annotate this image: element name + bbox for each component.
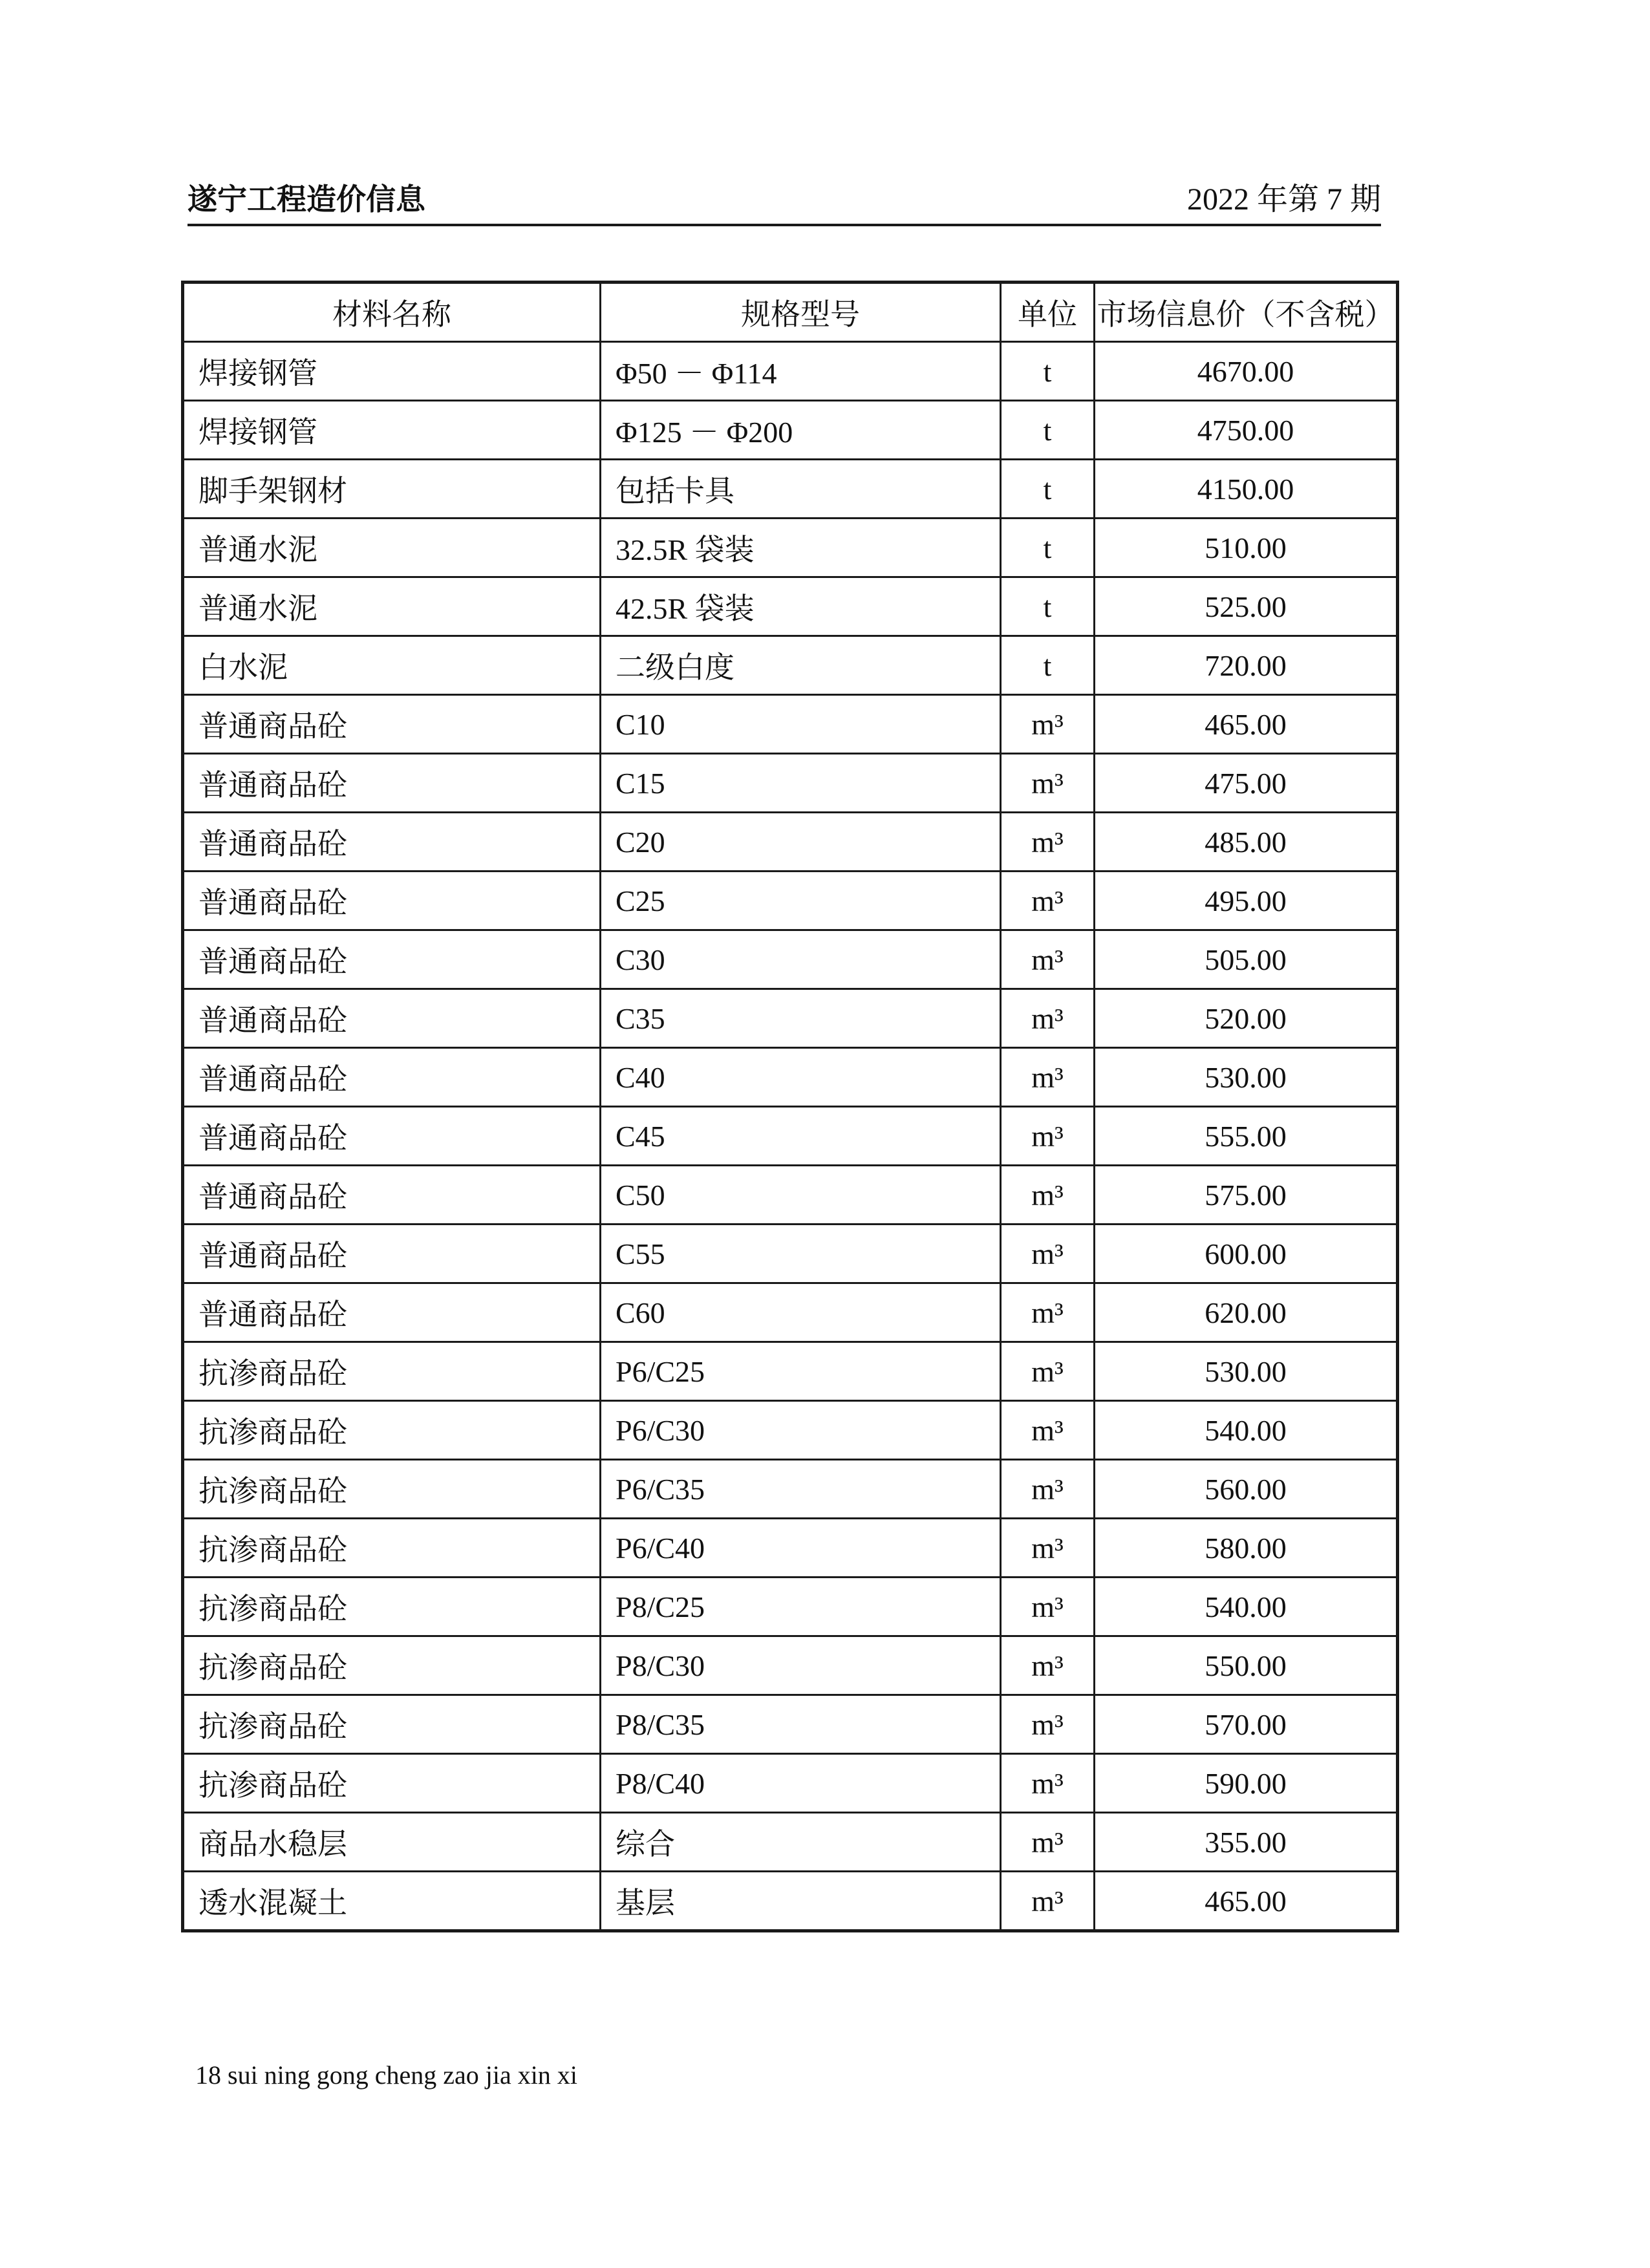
- material-name-cell: 白水泥: [183, 636, 601, 695]
- table-row: [183, 577, 1398, 636]
- unit-cell: m³: [1001, 1342, 1095, 1401]
- table-row: [183, 1754, 1398, 1813]
- spec-cell: C35: [601, 989, 1001, 1048]
- material-name-cell: 普通水泥: [183, 519, 601, 577]
- table-row: [183, 1636, 1398, 1695]
- page-footer: 18 sui ning gong cheng zao jia xin xi: [195, 2060, 578, 2090]
- unit-cell: t: [1001, 342, 1095, 401]
- material-name-cell: 普通商品砼: [183, 754, 601, 813]
- table-row: [183, 401, 1398, 460]
- table-row: [183, 1283, 1398, 1342]
- price-cell: 590.00: [1095, 1754, 1398, 1813]
- table-row: [183, 754, 1398, 813]
- spec-cell: P6/C40: [601, 1519, 1001, 1578]
- spec-cell: C55: [601, 1225, 1001, 1283]
- material-name-cell: 普通商品砼: [183, 872, 601, 930]
- material-name-cell: 普通商品砼: [183, 989, 601, 1048]
- table-row: [183, 872, 1398, 930]
- spec-cell: P6/C25: [601, 1342, 1001, 1401]
- unit-cell: m³: [1001, 1813, 1095, 1872]
- price-cell: 530.00: [1095, 1342, 1398, 1401]
- spec-cell: C25: [601, 872, 1001, 930]
- spec-cell: P8/C40: [601, 1754, 1001, 1813]
- material-name-cell: 普通商品砼: [183, 1225, 601, 1283]
- price-table: [181, 281, 1399, 1932]
- table-row: [183, 813, 1398, 872]
- spec-cell: C20: [601, 813, 1001, 872]
- price-cell: 485.00: [1095, 813, 1398, 872]
- unit-cell: m³: [1001, 1578, 1095, 1636]
- spec-cell: C15: [601, 754, 1001, 813]
- unit-cell: m³: [1001, 1754, 1095, 1813]
- unit-cell: m³: [1001, 1225, 1095, 1283]
- material-name-cell: 抗渗商品砼: [183, 1695, 601, 1754]
- price-cell: 495.00: [1095, 872, 1398, 930]
- unit-cell: m³: [1001, 695, 1095, 754]
- table-row: [183, 1578, 1398, 1636]
- price-cell: 570.00: [1095, 1695, 1398, 1754]
- spec-cell: P6/C30: [601, 1401, 1001, 1460]
- spec-cell: 基层: [601, 1872, 1001, 1931]
- unit-cell: t: [1001, 519, 1095, 577]
- table-row: [183, 695, 1398, 754]
- price-cell: 355.00: [1095, 1813, 1398, 1872]
- price-cell: 575.00: [1095, 1166, 1398, 1225]
- table-row: [183, 636, 1398, 695]
- price-cell: 720.00: [1095, 636, 1398, 695]
- spec-cell: C40: [601, 1048, 1001, 1107]
- price-cell: 560.00: [1095, 1460, 1398, 1519]
- material-name-cell: 抗渗商品砼: [183, 1401, 601, 1460]
- table-row: [183, 1813, 1398, 1872]
- table-row: [183, 989, 1398, 1048]
- material-name-cell: 抗渗商品砼: [183, 1519, 601, 1578]
- spec-cell: C60: [601, 1283, 1001, 1342]
- material-name-cell: 脚手架钢材: [183, 460, 601, 519]
- price-cell: 550.00: [1095, 1636, 1398, 1695]
- price-cell: 465.00: [1095, 1872, 1398, 1931]
- table-row: [183, 1519, 1398, 1578]
- column-header-unit: 单位: [1001, 283, 1095, 342]
- material-name-cell: 普通商品砼: [183, 1166, 601, 1225]
- table-row: [183, 1166, 1398, 1225]
- material-name-cell: 普通商品砼: [183, 813, 601, 872]
- spec-cell: C30: [601, 930, 1001, 989]
- price-cell: 600.00: [1095, 1225, 1398, 1283]
- price-cell: 520.00: [1095, 989, 1398, 1048]
- table-row: [183, 1695, 1398, 1754]
- table-body: [183, 342, 1398, 1931]
- spec-cell: Φ50 － Φ114: [601, 342, 1001, 401]
- spec-cell: P8/C30: [601, 1636, 1001, 1695]
- page-header: [188, 173, 1381, 226]
- table-row: [183, 1342, 1398, 1401]
- price-cell: 510.00: [1095, 519, 1398, 577]
- unit-cell: m³: [1001, 1460, 1095, 1519]
- spec-cell: 42.5R 袋装: [601, 577, 1001, 636]
- price-cell: 505.00: [1095, 930, 1398, 989]
- table-row: [183, 1872, 1398, 1931]
- table-row: [183, 342, 1398, 401]
- price-cell: 465.00: [1095, 695, 1398, 754]
- unit-cell: t: [1001, 401, 1095, 460]
- price-cell: 540.00: [1095, 1401, 1398, 1460]
- table-row: [183, 1460, 1398, 1519]
- price-cell: 4150.00: [1095, 460, 1398, 519]
- material-name-cell: 普通商品砼: [183, 930, 601, 989]
- table-row: [183, 1107, 1398, 1166]
- spec-cell: P6/C35: [601, 1460, 1001, 1519]
- table-row: [183, 1225, 1398, 1283]
- spec-cell: P8/C35: [601, 1695, 1001, 1754]
- unit-cell: m³: [1001, 1636, 1095, 1695]
- material-name-cell: 焊接钢管: [183, 342, 601, 401]
- material-name-cell: 普通商品砼: [183, 1107, 601, 1166]
- material-name-cell: 抗渗商品砼: [183, 1342, 601, 1401]
- unit-cell: m³: [1001, 989, 1095, 1048]
- spec-cell: 包括卡具: [601, 460, 1001, 519]
- material-name-cell: 抗渗商品砼: [183, 1460, 601, 1519]
- unit-cell: m³: [1001, 872, 1095, 930]
- spec-cell: 二级白度: [601, 636, 1001, 695]
- unit-cell: m³: [1001, 813, 1095, 872]
- unit-cell: m³: [1001, 1401, 1095, 1460]
- issue-number: 2022 年第 7 期: [1186, 182, 1381, 217]
- table-header-row: [183, 283, 1398, 342]
- material-name-cell: 抗渗商品砼: [183, 1754, 601, 1813]
- price-cell: 4750.00: [1095, 401, 1398, 460]
- table-row: [183, 1048, 1398, 1107]
- unit-cell: t: [1001, 577, 1095, 636]
- unit-cell: m³: [1001, 1166, 1095, 1225]
- material-name-cell: 商品水稳层: [183, 1813, 601, 1872]
- column-header-price: 市场信息价（不含税）: [1095, 283, 1398, 342]
- price-cell: 530.00: [1095, 1048, 1398, 1107]
- table-row: [183, 930, 1398, 989]
- unit-cell: m³: [1001, 754, 1095, 813]
- material-name-cell: 抗渗商品砼: [183, 1636, 601, 1695]
- column-header-spec: 规格型号: [601, 283, 1001, 342]
- unit-cell: m³: [1001, 1283, 1095, 1342]
- material-name-cell: 普通商品砼: [183, 695, 601, 754]
- spec-cell: 综合: [601, 1813, 1001, 1872]
- table-row: [183, 460, 1398, 519]
- price-cell: 540.00: [1095, 1578, 1398, 1636]
- material-name-cell: 普通商品砼: [183, 1048, 601, 1107]
- material-name-cell: 普通水泥: [183, 577, 601, 636]
- material-name-cell: 透水混凝土: [183, 1872, 601, 1931]
- price-cell: 4670.00: [1095, 342, 1398, 401]
- material-name-cell: 焊接钢管: [183, 401, 601, 460]
- unit-cell: t: [1001, 636, 1095, 695]
- unit-cell: m³: [1001, 1048, 1095, 1107]
- spec-cell: 32.5R 袋装: [601, 519, 1001, 577]
- price-cell: 475.00: [1095, 754, 1398, 813]
- unit-cell: m³: [1001, 1107, 1095, 1166]
- price-cell: 555.00: [1095, 1107, 1398, 1166]
- material-name-cell: 普通商品砼: [183, 1283, 601, 1342]
- unit-cell: m³: [1001, 1872, 1095, 1931]
- price-cell: 525.00: [1095, 577, 1398, 636]
- publication-title: 遂宁工程造价信息: [188, 182, 425, 217]
- table-row: [183, 1401, 1398, 1460]
- spec-cell: C50: [601, 1166, 1001, 1225]
- material-name-cell: 抗渗商品砼: [183, 1578, 601, 1636]
- unit-cell: t: [1001, 460, 1095, 519]
- spec-cell: C10: [601, 695, 1001, 754]
- spec-cell: C45: [601, 1107, 1001, 1166]
- column-header-name: 材料名称: [183, 283, 601, 342]
- unit-cell: m³: [1001, 1695, 1095, 1754]
- price-cell: 580.00: [1095, 1519, 1398, 1578]
- unit-cell: m³: [1001, 930, 1095, 989]
- unit-cell: m³: [1001, 1519, 1095, 1578]
- spec-cell: Φ125 － Φ200: [601, 401, 1001, 460]
- table-row: [183, 519, 1398, 577]
- spec-cell: P8/C25: [601, 1578, 1001, 1636]
- price-cell: 620.00: [1095, 1283, 1398, 1342]
